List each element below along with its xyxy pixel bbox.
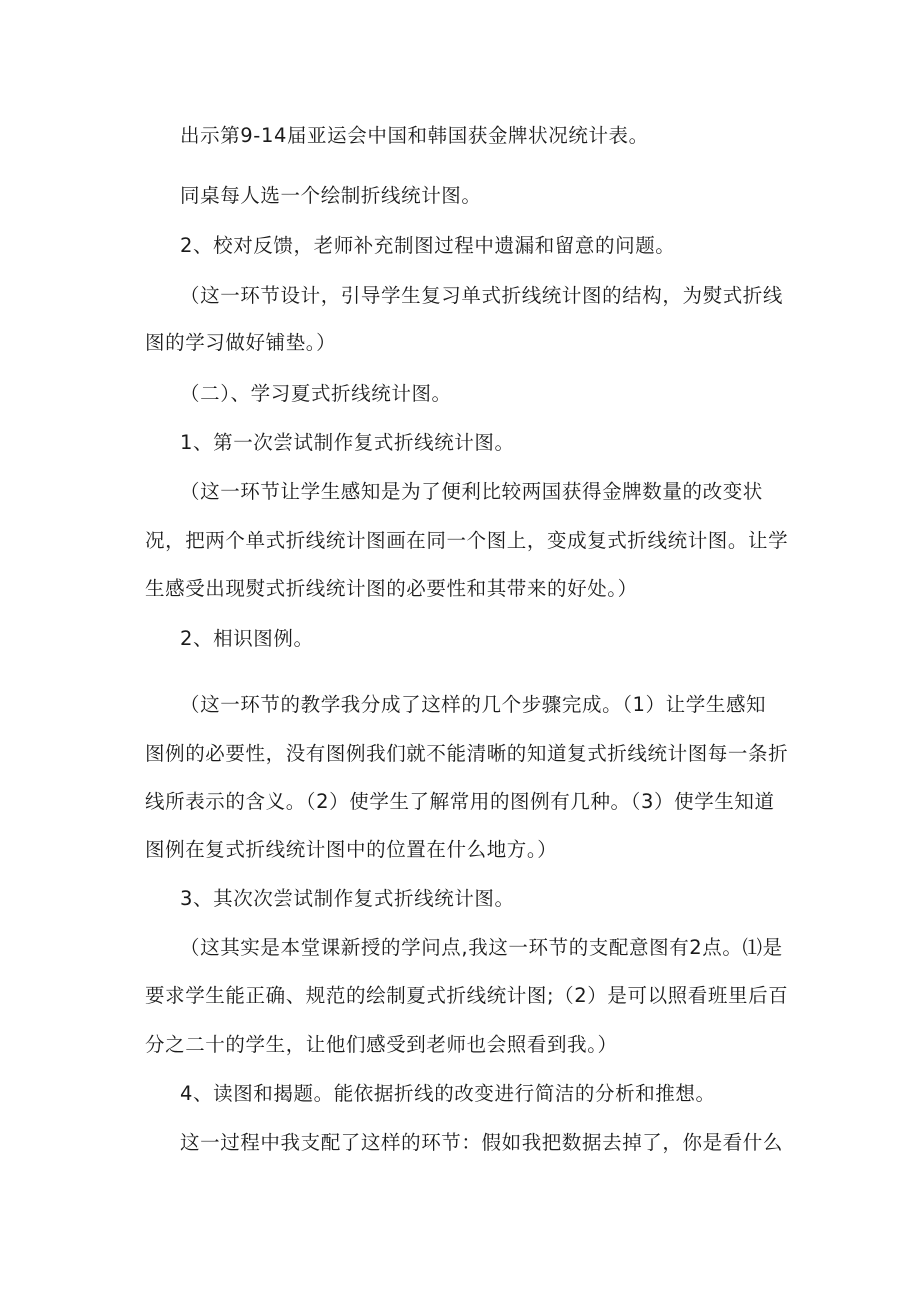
paragraph-line: （这一环节的教学我分成了这样的几个步骤完成。（1）让学生感知 bbox=[180, 693, 767, 716]
paragraph-line: 1、第一次尝试制作复式折线统计图。 bbox=[180, 431, 515, 454]
paragraph-line: 图例的必要性，没有图例我们就不能清晰的知道复式折线统计图每一条折 bbox=[145, 742, 789, 765]
paragraph-line: 同桌每人选一个绘制折线统计图。 bbox=[180, 184, 482, 207]
paragraph-line: 分之二十的学生，让他们感受到老师也会照看到我。） bbox=[145, 1033, 618, 1056]
paragraph-line: 生感受出现熨式折线统计图的必要性和其带来的好处。） bbox=[145, 577, 638, 600]
paragraph-line: 这一过程中我支配了这样的环节：假如我把数据去掉了，你是看什么 bbox=[180, 1131, 784, 1154]
paragraph-line: 图的学习做好铺垫。） bbox=[145, 331, 337, 354]
paragraph-line: 出示第9-14届亚运会中国和韩国获金牌状况统计表。 bbox=[180, 124, 649, 147]
paragraph-line: 况，把两个单式折线统计图画在同一个图上，变成复式折线统计图。让学 bbox=[145, 529, 789, 552]
paragraph-line: 线所表示的含义。（2）使学生了解常用的图例有几种。（3）使学生知道 bbox=[145, 790, 775, 813]
paragraph-line: （这一环节让学生感知是为了便利比较两国获得金牌数量的改变状 bbox=[180, 480, 763, 503]
paragraph-line: 3、其次次尝试制作复式折线统计图。 bbox=[180, 887, 515, 910]
paragraph-line: 2、相识图例。 bbox=[180, 627, 314, 650]
paragraph-line: 要求学生能正确、规范的绘制夏式折线统计图;（2）是可以照看班里后百 bbox=[145, 984, 789, 1007]
paragraph-line: 4、读图和揭题。能依据折线的改变进行简洁的分析和推想。 bbox=[180, 1082, 716, 1105]
paragraph-line: （这一环节设计，引导学生复习单式折线统计图的结构，为熨式折线 bbox=[180, 284, 784, 307]
section-heading: （二）、学习夏式折线统计图。 bbox=[180, 382, 452, 405]
paragraph-line: 2、校对反馈，老师补充制图过程中遗漏和留意的问题。 bbox=[180, 234, 676, 257]
paragraph-line: 图例在复式折线统计图中的位置在什么地方。） bbox=[145, 838, 558, 861]
paragraph-line: （这其实是本堂课新授的学问点,我这一环节的支配意图有2点。⑴是 bbox=[180, 936, 783, 959]
